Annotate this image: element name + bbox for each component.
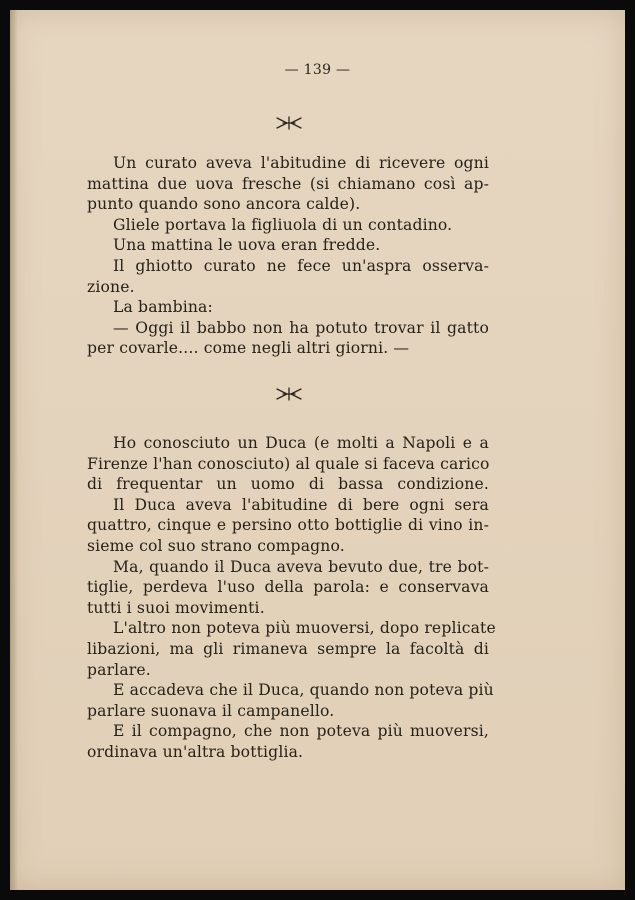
text-line: parlare suonava il campanello. (87, 701, 335, 720)
text-line: tutti i suoi movimenti. (87, 598, 265, 617)
text-line: E il compagno, che non poteva più muoversi, (113, 722, 489, 741)
text-line: E accadeva che il Duca, quando non poteva più (113, 681, 494, 700)
text-line: tiglie, perdeva l'uso della parola: e conservava (87, 578, 489, 597)
page-number: — 139 — (284, 62, 351, 78)
text-line: Il ghiotto curato ne fece un'aspra osserva- (113, 256, 489, 275)
text-line: — Oggi il babbo non ha potuto trovar il gatto (113, 318, 489, 337)
text-line: per covarle.... come negli altri giorni. — (87, 339, 410, 358)
text-line: parlare. (87, 660, 151, 679)
text-line: Un curato aveva l'abitudine di ricevere ogni (113, 154, 489, 172)
book-page (10, 10, 625, 890)
text-line: libazioni, ma gli rimaneva sempre la facoltà di (87, 639, 489, 658)
text-line: di frequentar un uomo di bassa condizione. (87, 475, 489, 494)
asterism-ornament-icon (274, 386, 304, 402)
text-line: Ho conosciuto un Duca (e molti a Napoli e a (113, 434, 489, 452)
anecdote-duca (87, 433, 496, 763)
text-line: quattro, cinque e persino otto bottiglie di vino in- (87, 516, 489, 535)
page-edge-stain (10, 10, 18, 890)
text-line: ordinava un'altra bottiglia. (87, 742, 304, 761)
text-line: Una mattina le uova eran fredde. (113, 236, 381, 255)
text-line: punto quando sono ancora calde). (87, 195, 361, 214)
asterism-ornament-icon (274, 115, 304, 131)
text-line: L'altro non poteva più muoversi, dopo replicate (113, 619, 496, 638)
text-line: Gliele portava la figliuola di un contadino. (113, 215, 453, 234)
text-line: Il Duca aveva l'abitudine di bere ogni sera (113, 495, 489, 514)
text-line: La bambina: (113, 298, 213, 317)
text-line: Ma, quando il Duca aveva bevuto due, tre bot- (113, 557, 489, 576)
anecdote-curato (87, 153, 489, 359)
text-line: zione. (87, 277, 135, 296)
text-line: Firenze l'han conosciuto) al quale si faceva carico (87, 454, 490, 473)
text-line: mattina due uova fresche (si chiamano così ap- (87, 174, 489, 193)
text-line: sieme col suo strano compagno. (87, 536, 345, 555)
